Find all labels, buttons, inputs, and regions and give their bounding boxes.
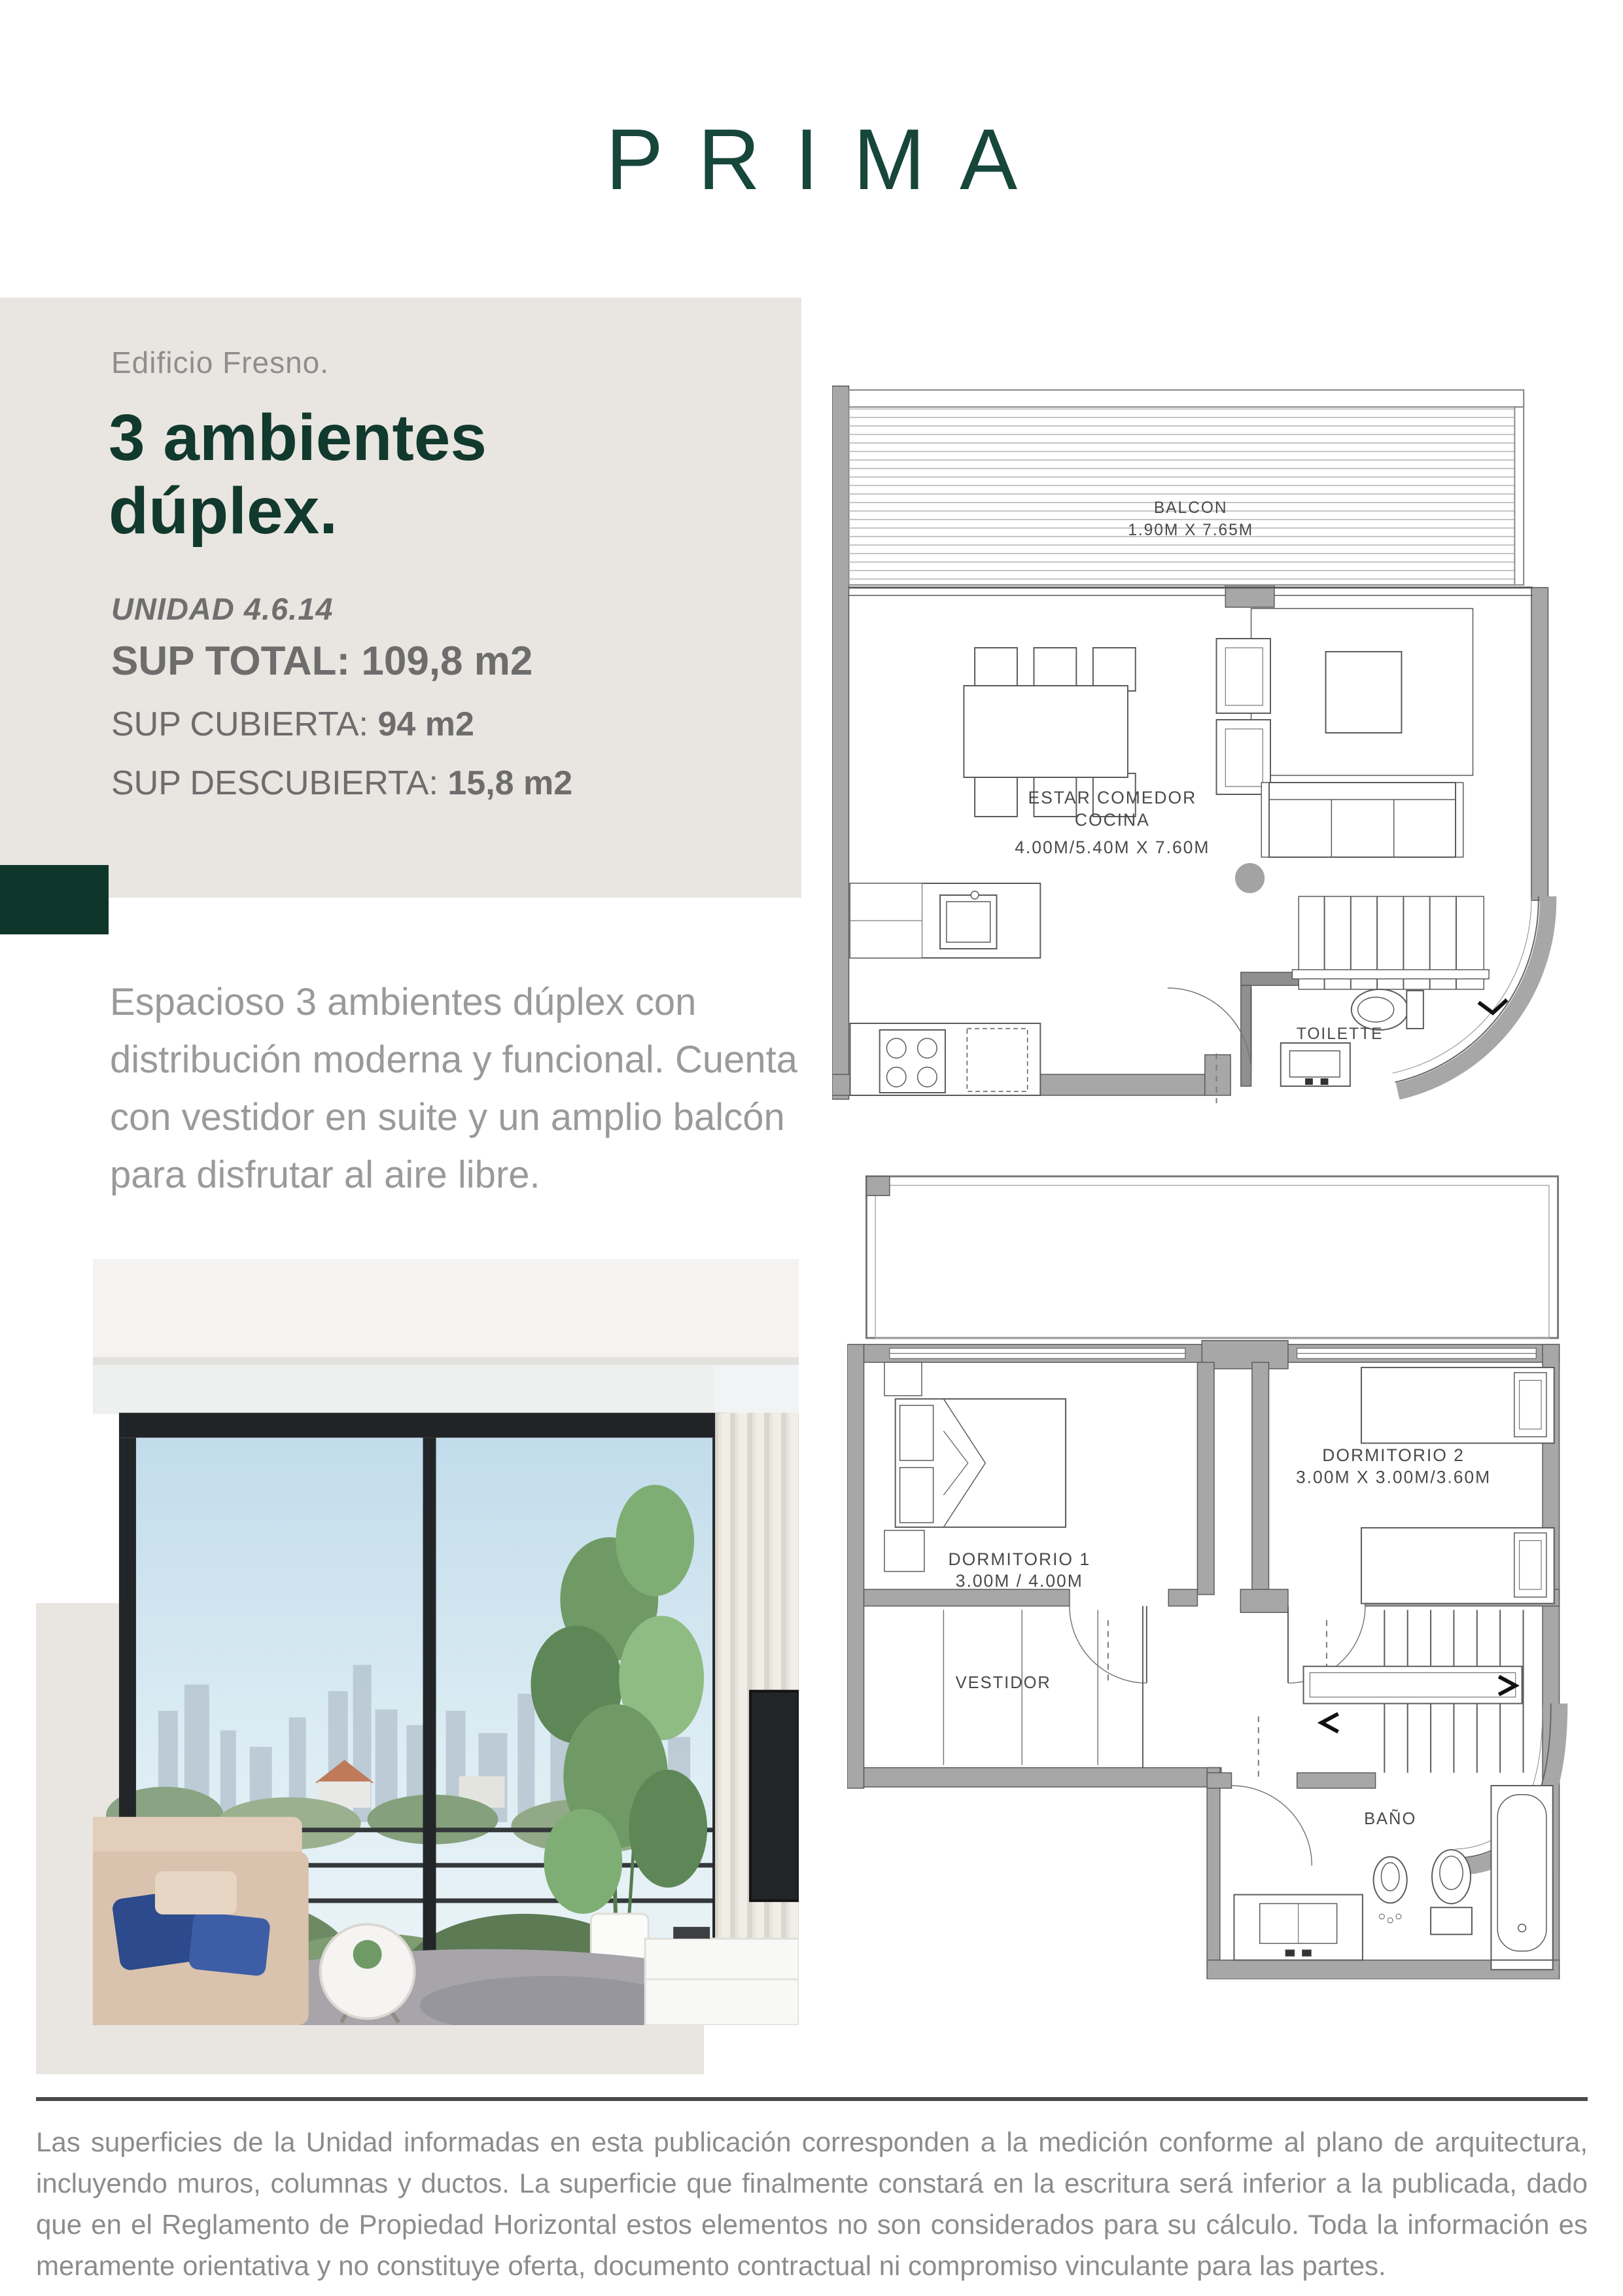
plan1-living-dim: 4.00M/5.40M X 7.60M <box>1015 837 1210 858</box>
footer-divider <box>36 2097 1588 2101</box>
plan1-toilet <box>1352 989 1408 1030</box>
surface-covered <box>111 705 474 744</box>
surface-uncovered-label: SUP DESCUBIERTA: <box>111 764 438 802</box>
footer-disclaimer: Las superficies de la Unidad informadas en esta publicación corresponden a la medición conforme al plano de arquitectura, incluyendo muros, columnas y ductos. La superficie que finalmente constará en la escritura será inferior a la publicada, dado que en el Reglamento de Propiedad Horizontal estos elementos no son considerados para su cálculo. Toda la información es meramente orientativa y no constituye oferta, documento contractual ni compromiso vinculante para las partes. <box>36 2127 1588 2281</box>
page-title: 3 ambientes dúplex. <box>109 401 487 548</box>
plan2-terrace-outline <box>866 1176 1558 1338</box>
plan1-toilette-label: TOILETTE <box>1296 1025 1384 1044</box>
plan2-bedroom1-label: DORMITORIO 1 <box>948 1549 1091 1569</box>
plan2-vestidor-label: VESTIDOR <box>955 1674 1051 1693</box>
brand-logo: PRIMA <box>605 111 1052 207</box>
plan1-room-labels <box>1015 788 1210 857</box>
plan1-balcony-label: BALCON <box>1153 499 1228 518</box>
surface-covered-label: SUP CUBIERTA: <box>111 705 368 743</box>
plan2-bedroom2-label: DORMITORIO 2 <box>1322 1445 1465 1466</box>
surface-total-value: 109,8 m2 <box>361 639 533 684</box>
plan1-living-label1: ESTAR COMEDOR <box>1028 787 1197 808</box>
accent-rectangle <box>0 865 109 934</box>
photo-tv <box>750 1691 799 1901</box>
plan2-bedroom1-dim: 3.00M / 4.00M <box>955 1571 1083 1591</box>
building-name: Edificio Fresno. <box>111 345 330 380</box>
info-panel <box>0 298 801 898</box>
surface-total <box>111 638 532 684</box>
plan2-bano-label: BAÑO <box>1364 1809 1417 1828</box>
photo-sideboard <box>645 1927 799 2025</box>
surface-uncovered-value: 15,8 m2 <box>447 764 573 802</box>
floorplan-upper <box>832 380 1565 1106</box>
unit-number: UNIDAD 4.6.14 <box>111 592 334 626</box>
photo-sofa <box>93 1817 309 2025</box>
plan1-balcony-dim: 1.90M X 7.65M <box>1128 521 1254 540</box>
plan2-bedroom2-dim: 3.00M X 3.00M/3.60M <box>1295 1467 1492 1487</box>
plan2-stairs-arrow-left <box>1321 1714 1338 1731</box>
plan1-kitchen <box>850 883 1041 1095</box>
floorplan-lower <box>847 1171 1580 1979</box>
surface-total-label: SUP TOTAL: <box>111 639 351 684</box>
living-room-photo <box>93 1259 799 2025</box>
photo-ceiling <box>93 1259 799 1357</box>
plan1-living-label2: COCINA <box>1074 809 1150 830</box>
plan2-bed-main <box>884 1362 1066 1572</box>
surface-covered-value: 94 m2 <box>377 705 474 743</box>
description-paragraph: Espacioso 3 ambientes dúplex con distribución moderna y funcional. Cuenta con vestidor en suite y un amplio balcón para disfrutar al aire libre. <box>110 981 798 1196</box>
plan1-window-line <box>849 588 1533 595</box>
plan1-side-table <box>1235 863 1265 893</box>
plan1-living-set <box>1217 609 1473 893</box>
plan1-balcony <box>849 390 1524 585</box>
surface-uncovered <box>111 764 572 803</box>
